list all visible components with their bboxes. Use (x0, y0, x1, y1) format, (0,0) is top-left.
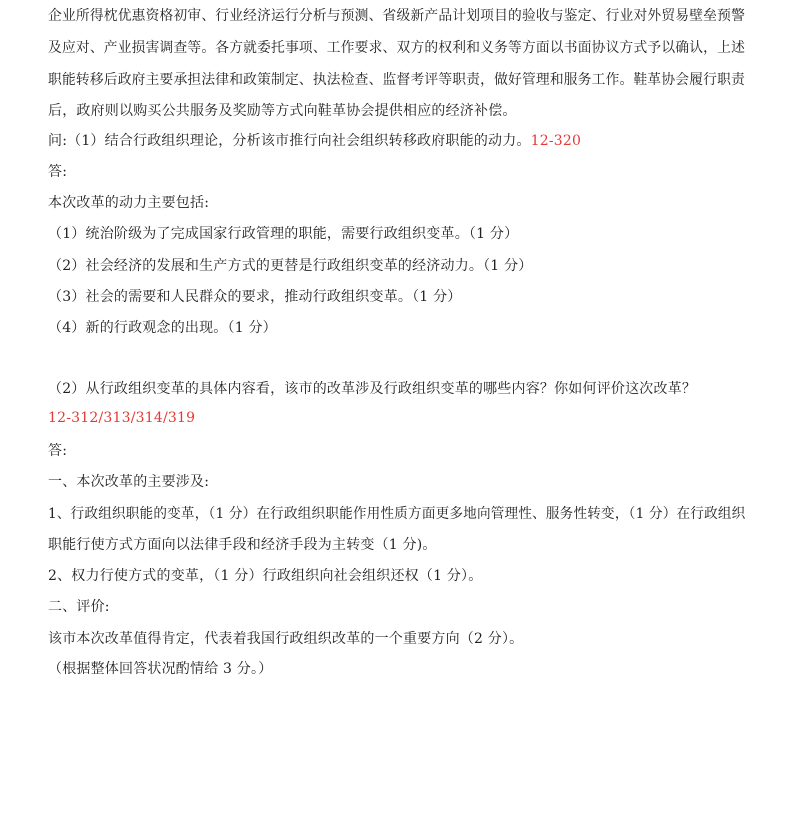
answer-1-label: 答: (48, 164, 68, 180)
question-1-text: 问:（1）结合行政组织理论，分析该市推行向社会组织转移政府职能的动力。 (48, 133, 531, 149)
question-1 (48, 131, 581, 151)
intro-line-1: 企业所得枕优惠资格初审、行业经济运行分析与预测、省级新产品计划项目的验收与鉴定、行业对外贸易壁垒预警 (48, 8, 746, 24)
answer-2-grading-note: （根据整体回答状况酌情给 3 分。） (48, 661, 273, 677)
answer-2-point-1-line-2: 职能行使方式方面向以法律手段和经济手段为主转变（1 分)。 (48, 537, 437, 553)
answer-1-item-2: （2）社会经济的发展和生产方式的更替是行政组织变革的经济动力。（1 分） (48, 258, 533, 274)
answer-2-evaluation: 该市本次改革值得肯定，代表着我国行政组织改革的一个重要方向（2 分）。 (48, 631, 524, 647)
answer-2-point-2: 2、权力行使方式的变革，（1 分）行政组织向社会组织还权（1 分）。 (48, 568, 483, 584)
answer-1-intro: 本次改革的动力主要包括: (48, 195, 210, 211)
answer-2-heading-1: 一、本次改革的主要涉及: (48, 474, 210, 490)
question-2-text: （2）从行政组织变革的具体内容看，该市的改革涉及行政组织变革的哪些内容？你如何评价这次改革？ (48, 381, 697, 397)
question-2-reference: 12-312/313/314/319 (48, 410, 196, 426)
answer-2-heading-2: 二、评价: (48, 599, 110, 615)
answer-1-item-3: （3）社会的需要和人民群众的要求，推动行政组织变革。（1 分） (48, 289, 462, 305)
answer-1-item-4: （4）新的行政观念的出现。（1 分） (48, 320, 277, 336)
answer-2-label: 答: (48, 443, 68, 459)
question-1-reference: 12-320 (530, 133, 582, 149)
answer-2-point-1-line-1: 1、行政组织职能的变革，（1 分）在行政组织职能作用性质方面更多地向管理性、服务性转变，（1 分）在行政组织 (48, 506, 746, 522)
intro-line-4: 后，政府则以购买公共服务及奖励等方式向鞋革协会提供相应的经济补偿。 (48, 103, 517, 119)
intro-line-2: 及应对、产业损害调查等。各方就委托事项、工作要求、双方的权利和义务等方面以书面协议方式予以确认，上述 (48, 40, 746, 56)
answer-1-item-1: （1）统治阶级为了完成国家行政管理的职能，需要行政组织变革。（1 分） (48, 226, 519, 242)
intro-line-3: 职能转移后政府主要承担法律和政策制定、执法检查、监督考评等职责，做好管理和服务工作。鞋革协会履行职责 (48, 72, 746, 88)
